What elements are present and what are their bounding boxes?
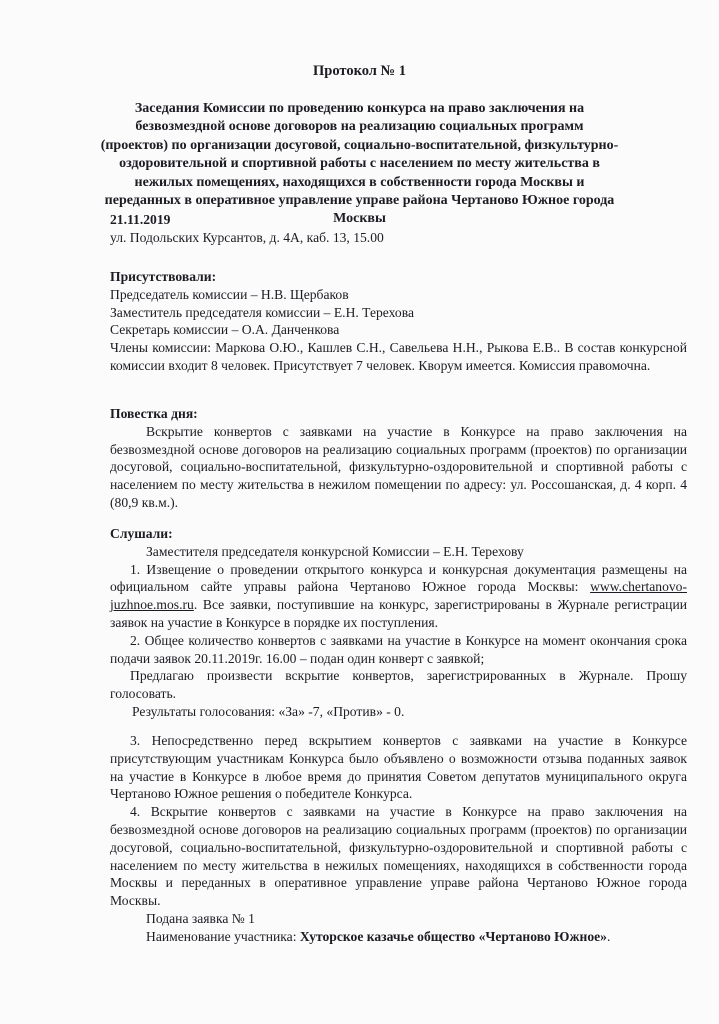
agenda-label: Повестка дня: [110,406,198,421]
meeting-place: ул. Подольских Курсантов, д. 4А, каб. 13, 15.00 [110,229,384,245]
heard-item-1: 1. Извещение о проведении открытого конкурса и конкурсная документация размещены на официальном сайте управы района Чертаново Южное города Москвы: www.chertanovo-juzhnoe.mos.ru. Все заявки, поступившие на конкурс, зарегистрированы в Журнале регистрации заявок на участие в Конкурсе в порядке их поступления. [110,561,687,630]
document-heading: Заседания Комиссии по проведению конкурса на право заключения на безвозмездной основе договоров на реализацию социальных программ (проектов) по организации досуговой, социально-воспитательной, физкультурно-оздоровительной и спортивной работы с населением по месту жительства в нежилых помещениях, находящихся в собственности города Москвы и переданных в оперативное управление управе района Чертаново Южное города Москвы [100,101,619,227]
participant-line: Наименование участника: Хуторское казачье общество «Чертаново Южное». [146,928,611,944]
heard-item-3: 3. Непосредственно перед вскрытием конвертов с заявками на участие в Конкурсе присутствующим участникам Конкурса было объявлено о возможности отзыва поданных заявок на участие в Конкурсе в любое время до принятия Советом депутатов муниципального округа Чертаново Южное решения о победителе Конкурса. [110,733,687,802]
meeting-info [110,211,687,247]
agenda-text: Вскрытие конвертов с заявками на участие в Конкурсе на право заключения на безвозмездной основе договоров на реализацию социальных программ (проектов) по организации досуговой, социально-воспитательной, физкультурно-оздоровительной и спортивной работы с населением по месту жительства в нежилом помещении по адресу: ул. Россошанская, д. 4 корп. 4 (80,9 кв.м.). [110,423,687,510]
document-title: Протокол № 1 [312,63,406,79]
heard-speaker: Заместителя председателя конкурсной Комиссии – Е.Н. Терехову [146,543,524,559]
heard-label: Слушали: [110,526,173,541]
present-deputy: Заместитель председателя комиссии – Е.Н. Терехова [110,304,414,320]
heard-item-4: 4. Вскрытие конвертов с заявками на участие в Конкурсе на право заключения на безвозмездной основе договоров на реализацию социальных программ (проектов) по организации досуговой, социально-воспитательной, физкультурно-оздоровительной и спортивной работы с населением по месту жительства в нежилых помещениях, находящихся в собственности города Москвы и переданных в оперативное управление управе района Чертаново Южное города Москвы. [110,804,687,909]
heard-proposal: Предлагаю произвести вскрытие конвертов, зарегистрированных в Журнале. Прошу голосовать. [110,668,687,702]
participant-name: Хуторское казачье общество «Чертаново Южное» [299,928,607,944]
heard-continued [110,732,687,946]
present-label: Присутствовали: [110,269,217,284]
website-link[interactable]: www.chertanovo-juzhnoe.mos.ru [110,579,687,613]
application-number: Подана заявка № 1 [146,910,255,926]
present-section [110,268,687,375]
agenda-section [110,405,687,512]
present-chair: Председатель комиссии – Н.В. Щербаков [110,286,349,302]
present-secretary: Секретарь комиссии – О.А. Данченкова [110,322,340,338]
vote-results: Результаты голосования: «За» -7, «Против» - 0. [132,703,405,719]
present-members: Члены комиссии: Маркова О.Ю., Кашлев С.Н., Савельева Н.Н., Рыкова Е.В.. В состав конкурсной комиссии входит 8 человек. Присутствует 7 человек. Кворум имеется. Комиссия правомочна. [110,340,687,373]
heard-section [110,525,687,721]
heard-item-2: 2. Общее количество конвертов с заявками на участие в Конкурсе на момент окончания срока подачи заявок 20.11.2019г. 16.00 – подан один конверт с заявкой; [110,632,687,666]
meeting-date: 21.11.2019 [110,212,171,227]
